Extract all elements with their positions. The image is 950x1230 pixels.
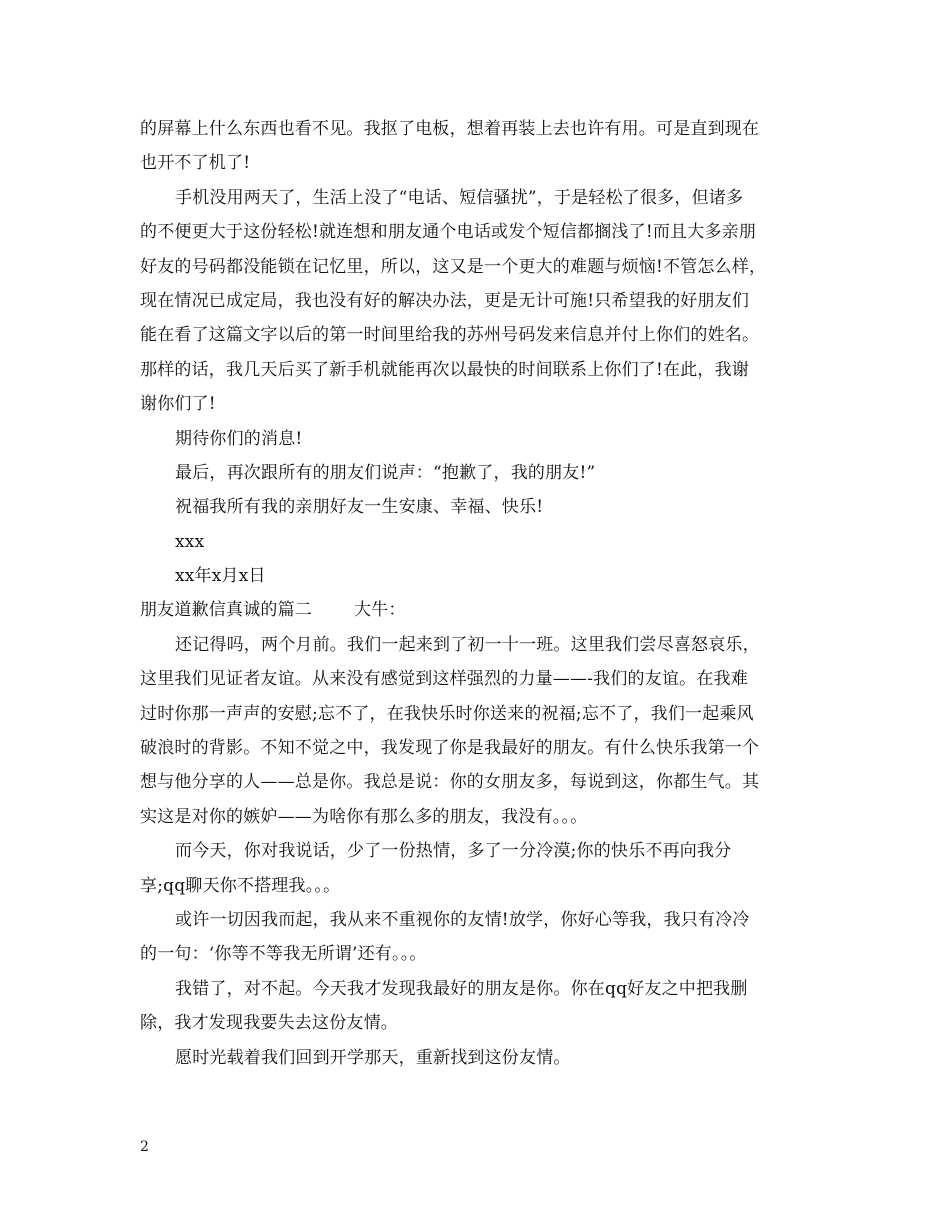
paragraph-start-line: 还记得吗，两个月前。我们一起来到了初一十一班。这里我们尝尽喜怒哀乐， — [175, 634, 760, 655]
section-heading: 朋友道歉信真诚的篇二 — [140, 600, 312, 621]
text-line: 破浪时的背影。不知不觉之中，我发现了你是我最好的朋友。有什么快乐我第一个 — [140, 738, 760, 759]
text-line: 的一句：‘你等不等我无所谓’还有。。。 — [140, 944, 427, 965]
text-line: 实这是对你的嫉妒——为啥你有那么多的朋友，我没有。。。 — [140, 806, 588, 827]
paragraph-start-line: 而今天，你对我说话，少了一份热情，多了一分冷漠;你的快乐不再向我分 — [175, 841, 732, 862]
paragraph-start-line: 祝福我所有我的亲朋好友一生安康、幸福、快乐! — [175, 497, 544, 518]
signature-date: xx年x月x日 — [175, 566, 266, 587]
text-line: 过时你那一声声的安慰;忘不了，在我快乐时你送来的祝福;忘不了，我们一起乘风 — [140, 703, 754, 724]
paragraph-start-line: 最后，再次跟所有的朋友们说声：“抱歉了，我的朋友!” — [175, 462, 596, 483]
text-line: 也开不了机了! — [140, 153, 251, 174]
signature-name: xxx — [175, 531, 205, 552]
text-line: 这里我们见证者友谊。从来没有感觉到这样强烈的力量——-我们的友谊。在我难 — [140, 669, 748, 690]
section-heading-line — [140, 597, 812, 624]
paragraph-start-line: 我错了，对不起。今天我才发现我最好的朋友是你。你在qq好友之中把我删 — [175, 978, 748, 999]
text-line: 好友的号码都没能锁在记忆里，所以，这又是一个更大的难题与烦恼!不管怎么样， — [140, 256, 767, 277]
paragraph-start-line: 期待你们的消息! — [175, 428, 303, 449]
text-line: 的屏幕上什么东西也看不见。我抠了电板，想着再装上去也许有用。可是直到现在 — [140, 119, 760, 139]
text-line: 享;qq聊天你不搭理我。。。 — [140, 875, 341, 896]
salutation: 大牛： — [354, 600, 406, 621]
paragraph-start-line: 或许一切因我而起，我从来不重视你的友情!放学，你好心等我，我只有冷冷 — [175, 909, 750, 930]
text-line: 除，我才发现我要失去这份友情。 — [140, 1013, 398, 1034]
page-number: 2 — [140, 1139, 149, 1155]
paragraph-start-line: 手机没用两天了，生活上没了“电话、短信骚扰”，于是轻松了很多，但诸多 — [175, 187, 744, 208]
text-line: 谢你们了! — [140, 394, 216, 415]
text-line: 想与他分享的人——总是你。我总是说：你的女朋友多，每说到这，你都生气。其 — [140, 772, 760, 793]
text-line: 现在情况已成定局，我也没有好的解决办法，更是无计可施!只希望我的好朋友们 — [140, 290, 750, 311]
document-body — [140, 116, 812, 1079]
text-line: 能在看了这篇文字以后的第一时间里给我的苏州号码发来信息并付上你们的姓名。 — [140, 325, 760, 346]
text-line: 那样的话，我几天后买了新手机就能再次以最快的时间联系上你们了!在此，我谢 — [140, 359, 750, 380]
text-line: 的不便更大于这份轻松!就连想和朋友通个电话或发个短信都搁浅了!而且大多亲朋 — [140, 222, 757, 243]
paragraph-start-line: 愿时光载着我们回到开学那天，重新找到这份友情。 — [175, 1047, 571, 1068]
